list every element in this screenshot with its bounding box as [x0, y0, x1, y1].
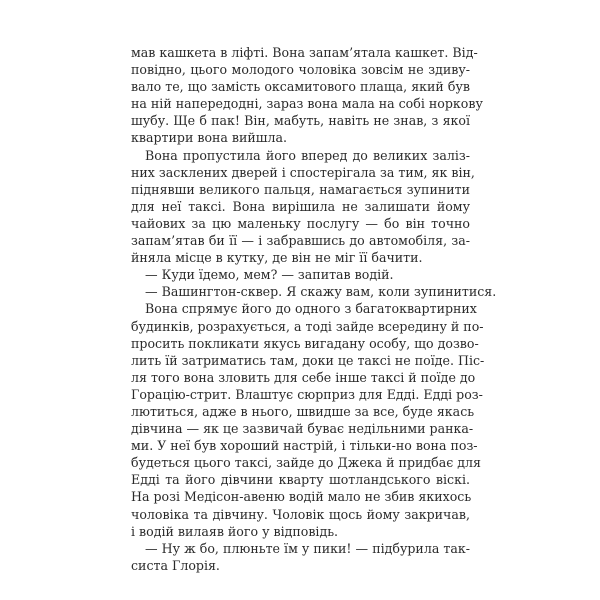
- text-line: піднявши великого пальця, намагається зупинити: [131, 181, 470, 197]
- body-text: [131, 44, 497, 574]
- text-line: вало те, що замість оксамитового плаща, який був: [131, 79, 470, 95]
- text-line: чоловіка та дівчину. Чоловік щось йому закричав,: [131, 506, 470, 522]
- text-line: — Вашингтон-сквер. Я скажу вам, коли зупинитися.: [145, 284, 497, 300]
- text-line: запам’ятав би її — і забравшись до автомобіля, за-: [131, 233, 470, 249]
- text-line: — Куди їдемо, мем? — запитав водій.: [145, 267, 394, 283]
- text-line: будинків, розрахується, а тоді зайде всередину й по-: [131, 318, 484, 334]
- text-line: них засклених дверей і спостерігала за тим, як він,: [131, 164, 475, 180]
- text-line: будеться цього таксі, зайде до Джека й придбає для: [131, 455, 482, 471]
- text-line: для неї таксі. Вона вирішила не залишати йому: [131, 198, 470, 214]
- text-line: дівчина — як це зазвичай буває недільними ранка-: [131, 421, 474, 437]
- text-line: і водій вилаяв його у відповідь.: [131, 523, 339, 539]
- text-line: шубу. Ще б пак! Він, мабуть, навіть не знав, з якої: [131, 113, 470, 129]
- text-line: лютиться, адже в нього, швидше за все, буде якась: [131, 403, 475, 419]
- text-line: — Ну ж бо, плюньте їм у пики! — підбурила так-: [145, 540, 470, 556]
- text-line: На розі Медісон-авеню водій мало не збив якихось: [131, 489, 472, 505]
- text-line: на ній напередодні, зараз вона мала на собі норкову: [131, 96, 483, 112]
- text-line: лить їй затриматись там, доки це таксі не поїде. Піс-: [131, 352, 485, 368]
- text-line: ля того вона зловить для себе інше таксі й поїде до: [131, 369, 476, 385]
- text-line: мав кашкета в ліфті. Вона запам’ятала кашкет. Від-: [131, 45, 478, 60]
- text-line: квартири вона вийшла.: [131, 130, 288, 146]
- text-line: йняла місце в кутку, де він не міг її бачити.: [131, 250, 423, 266]
- text-line: Едді та його дівчини кварту шотландського віскі.: [131, 472, 470, 488]
- text-line: систа Глорія.: [131, 557, 220, 573]
- text-line: Вона пропустила його вперед до великих заліз-: [145, 147, 470, 163]
- text-line: ми. У неї був хороший настрій, і тільки-но вона поз-: [131, 438, 478, 454]
- text-line: Вона спрямує його до одного з багатоквартирних: [145, 301, 477, 317]
- text-line: Горацію-стрит. Влаштує сюрприз для Едді. Едді роз-: [131, 386, 483, 402]
- text-line: повідно, цього молодого чоловіка зовсім не здиву-: [131, 62, 470, 78]
- text-line: чайових за цю маленьку послугу — бо він точно: [131, 215, 470, 231]
- text-line: просить покликати якусь вигадану особу, що дозво-: [131, 335, 479, 351]
